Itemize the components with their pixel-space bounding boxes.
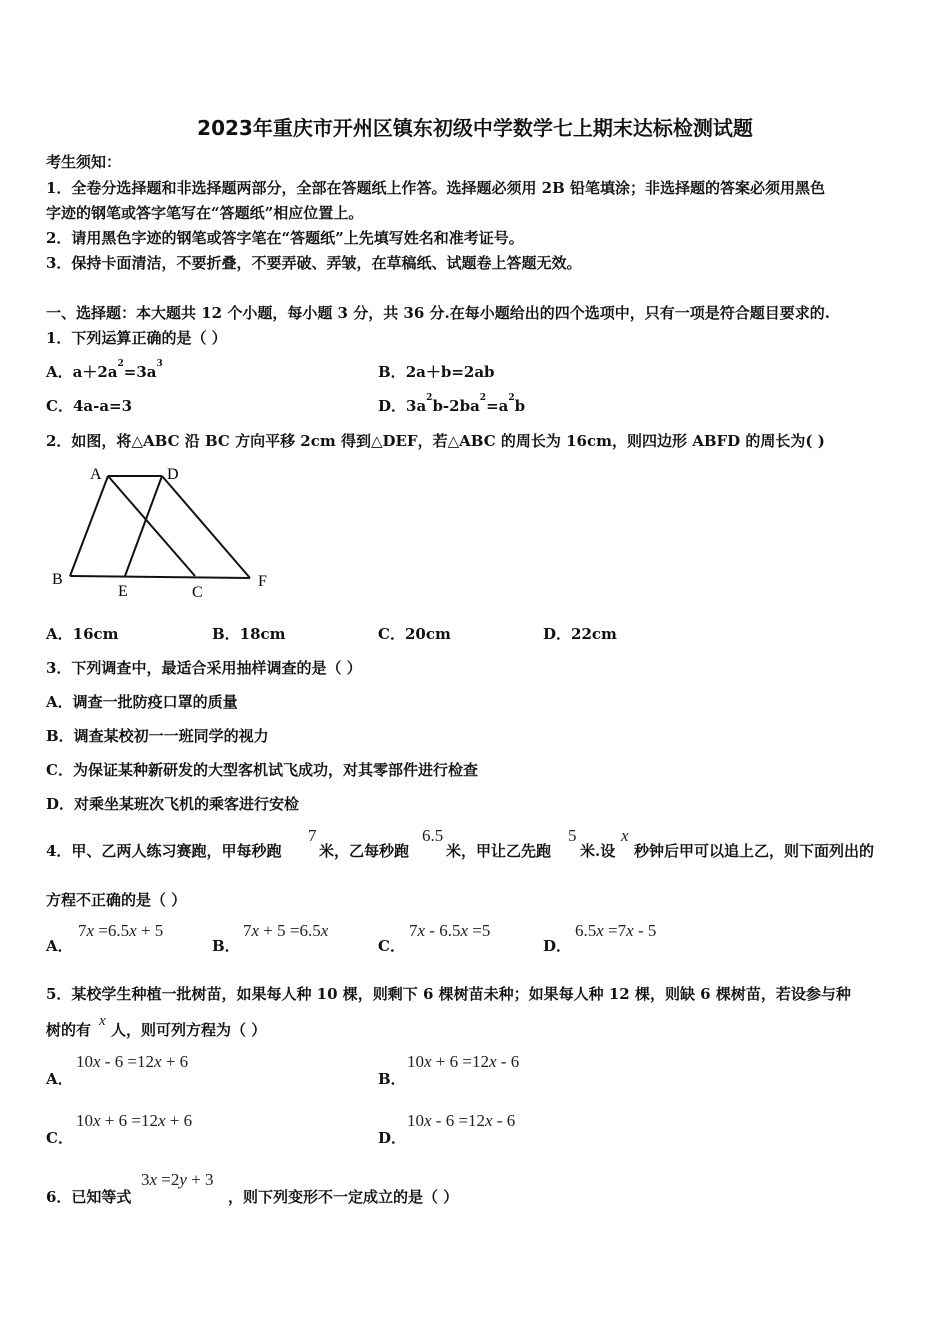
q3-option-d: D．对乘坐某班次飞机的乘客进行安检 [46,795,300,813]
q4-option-c-label: C． [378,937,405,955]
q2-figure [40,460,280,605]
q3-option-b: B．调查某校初一一班同学的视力 [46,727,269,745]
q2-option-a: A．16cm [46,625,119,643]
q1-stem: 1．下列运算正确的是（ ） [46,329,227,347]
q5-option-c-expr: 10x + 6 =12x + 6 [76,1111,193,1130]
q1-option-a-expr: $a+2a^2=3a^3$ [72,359,163,381]
segment-de [125,476,162,576]
q5-stem-line1: 5．某校学生种植一批树苗，如果每人种 10 棵，则剩下 6 棵树苗未种；如果每人种 12 棵，则缺 6 棵树苗，若设参与种 [46,985,851,1003]
page-title: 2023年重庆市开州区镇东初级中学数学七上期末达标检测试题 [197,116,753,140]
notice-heading: 考生须知： [46,153,122,171]
q4-option-a-expr: 7x =6.5x + 5 [78,921,164,940]
segment-ab [70,476,108,576]
q1-option-d-label: D． [378,397,407,415]
q4-option-d-label: D． [543,937,572,955]
q1-option-a-label: A． [46,363,73,381]
q5-option-c-label: C． [46,1129,73,1147]
q1-option-b [378,361,495,382]
q2-stem: 2．如图，将△ABC 沿 BC 方向平移 2cm 得到△DEF，若△ABC 的周长为 16cm，则四边形 ABFD 的周长为( ) [46,432,825,450]
q4-stem-part5: 秒钟后甲可以追上乙，则下面列出的 [634,842,875,860]
q4-stem-line2: 方程不正确的是（ ） [46,891,187,909]
q1-option-c [46,395,132,416]
q5-variable: x [99,1013,106,1029]
point-f-label: F [258,573,267,590]
q4-option-a-label: A． [46,937,73,955]
q1-option-c-expr: 4a-a=3 [72,397,133,415]
q5-option-b-label: B． [378,1070,406,1088]
q6-equation: 3x =2y + 3 [141,1170,214,1189]
q5-option-a-label: A． [46,1070,73,1088]
q5-option-b-expr: 10x + 6 =12x - 6 [407,1052,520,1071]
q1-option-b-label: B． [378,363,406,381]
q1-option-c-label: C． [46,397,73,415]
q3-option-c: C．为保证某种新研发的大型客机试飞成功，对其零部件进行检查 [46,761,478,779]
segment-ac [108,476,195,576]
q4-option-b-expr: 7x + 5 =6.5x [243,921,329,940]
q2-option-d: D．22cm [543,625,617,643]
point-a-label: A [90,466,102,483]
notice-item1-line1: 1．全卷分选择题和非选择题两部分，全部在答题纸上作答。选择题必须用 2B 铅笔填涂；非选择题的答案必须用黑色 [46,179,826,197]
notice-item3: 3．保持卡面清洁，不要折叠，不要弄破、弄皱，在草稿纸、试题卷上答题无效。 [46,254,582,272]
q4-speed-a: 7 [308,826,317,845]
q6-stem-part2: ，则下列变形不一定成立的是（ ） [228,1188,459,1206]
q5-option-a-expr: 10x - 6 =12x + 6 [76,1052,189,1071]
q5-stem-line2a: 树的有 [46,1021,92,1039]
q3-option-a: A．调查一批防疫口罩的质量 [46,693,238,711]
q4-speed-b: 6.5 [422,826,444,845]
q2-option-c: C．20cm [378,625,451,643]
segment-df [162,476,250,578]
q4-stem-part4: 米.设 [580,842,616,860]
q5-option-d-expr: 10x - 6 =12x - 6 [407,1111,516,1130]
q2-option-b: B．18cm [212,625,286,643]
q4-variable: x [621,826,629,845]
point-c-label: C [192,584,203,601]
q4-stem-part2: 米，乙每秒跑 [319,842,410,860]
section-heading: 一、选择题：本大题共 12 个小题，每小题 3 分，共 36 分.在每小题给出的四个选项中，只有一项是符合题目要求的. [46,304,830,322]
q4-stem-part1: 4．甲、乙两人练习赛跑，甲每秒跑 [46,842,282,860]
q4-stem-part3: 米，甲让乙先跑 [446,842,552,860]
point-e-label: E [118,583,128,600]
q1-option-d-expr: $3a^2b-2ba^2=a^2b$ [406,393,526,415]
q4-option-d-expr: 6.5x =7x - 5 [575,921,657,940]
q5-option-d-label: D． [378,1129,407,1147]
q3-stem: 3．下列调查中，最适合采用抽样调查的是（ ） [46,659,362,677]
point-b-label: B [52,571,63,588]
notice-item1-line2: 字迹的钢笔或答字笔写在“答题纸”相应位置上。 [46,204,364,222]
q1-option-b-expr: 2a＋b=2ab [405,363,495,381]
segment-bf [70,576,250,578]
q4-head-start: 5 [568,826,577,845]
q4-option-b-label: B． [212,937,240,955]
q1-option-d [378,395,525,416]
q6-stem-part1: 6．已知等式 [46,1188,132,1206]
point-d-label: D [167,466,179,483]
q1-option-a [46,361,163,382]
notice-item2: 2．请用黑色字迹的钢笔或答字笔在“答题纸”上先填写姓名和准考证号。 [46,229,524,247]
q4-option-c-expr: 7x - 6.5x =5 [409,921,491,940]
q5-stem-line2b: 人，则可列方程为（ ） [111,1021,267,1039]
